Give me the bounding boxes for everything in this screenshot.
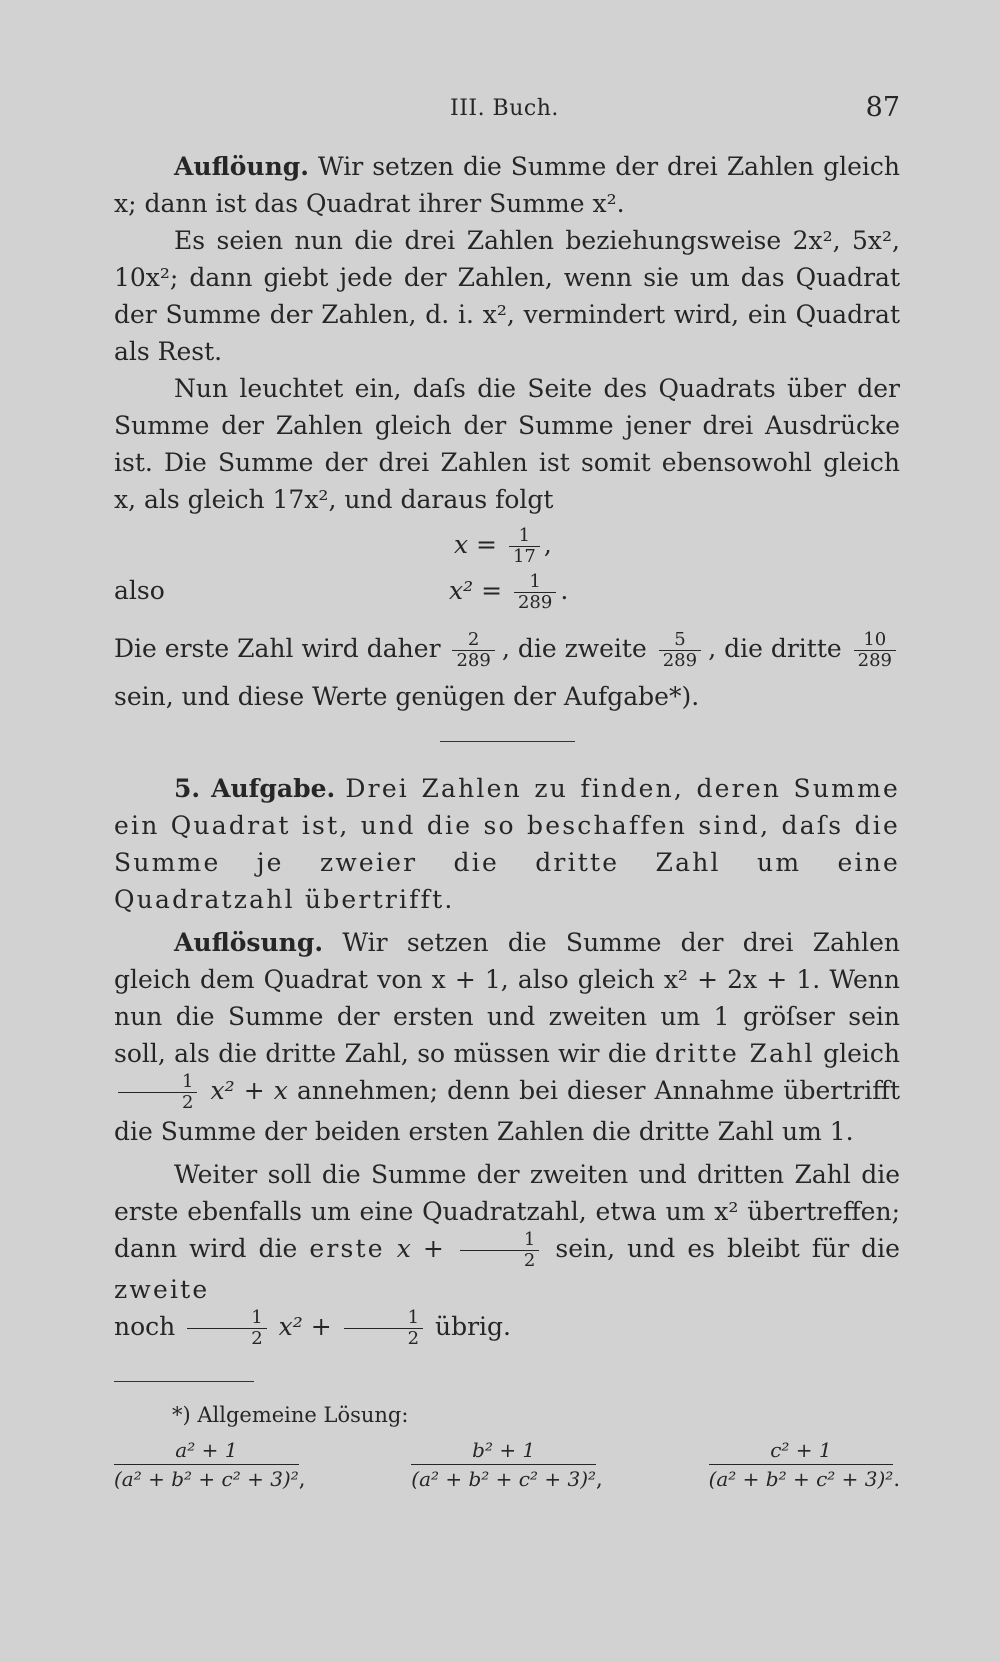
fraction-numerator: 1 <box>509 526 540 547</box>
fraction-numerator: 5 <box>659 630 701 651</box>
equation-x2-lhs: x² = <box>449 576 503 605</box>
fraction-1-289 <box>514 572 556 613</box>
footnote-punct: , <box>298 1467 306 1491</box>
weiter-noch: noch <box>114 1312 176 1341</box>
solution-5-expr: x² + x <box>210 1076 288 1105</box>
fraction-numerator: 10 <box>854 630 896 651</box>
solution-5 <box>114 924 900 1150</box>
fraction-denominator: 2 <box>182 1092 194 1113</box>
fraction-denominator: (a² + b² + c² + 3)² <box>708 1467 894 1491</box>
fraction-denominator: (a² + b² + c² + 3)² <box>411 1467 597 1491</box>
fraction-numerator: 2 <box>452 630 494 651</box>
weiter-expr-2: x² + <box>278 1312 332 1341</box>
solution-label: Auflöung. <box>174 152 309 181</box>
footnote-fraction-a <box>114 1436 305 1494</box>
fraction-denominator: 2 <box>407 1328 420 1349</box>
equation-x2-punct: . <box>560 576 569 605</box>
section-divider <box>440 741 575 742</box>
answer-conclusion: sein, und diese Werte genügen der Aufgabe*). <box>114 682 700 711</box>
paragraph-weiter <box>114 1156 900 1349</box>
fraction-denominator: 289 <box>662 649 698 671</box>
fraction-numerator: 1 <box>187 1308 266 1329</box>
fraction-denominator: 17 <box>512 546 536 567</box>
solution-text: Wir setzen die Summe der drei Zahlen gleich x; dann ist das Quadrat ihrer Summe x². <box>114 152 900 218</box>
paragraph-solution <box>114 148 900 222</box>
also-word: also <box>114 576 165 605</box>
equation-x-lhs: x = <box>454 530 497 559</box>
task-5 <box>114 770 900 918</box>
paragraph-reasoning: Nun leuchtet ein, daſs die Seite des Quadrats über der Summe der Zahlen gleich der Summe jener drei Ausdrücke ist. Die Summe der drei Zahlen ist somit ebensowohl gleich x, als gleich 17x², und daraus folgt <box>114 374 900 514</box>
solution-5-label: Auflösung. <box>174 928 324 957</box>
weiter-text: Weiter soll die Summe der zweiten und dritten Zahl die erste ebenfalls um eine Quadratzahl, etwa um x² übertreffen; dann wird die <box>114 1160 900 1263</box>
fraction-2-289 <box>452 630 494 671</box>
fraction-denominator: 2 <box>251 1328 263 1349</box>
fraction-10-289 <box>854 630 896 671</box>
fraction-numerator: 1 <box>344 1308 423 1329</box>
weiter-spaced-2: zweite <box>114 1275 210 1304</box>
paragraph-numbers: Es seien nun die drei Zahlen beziehungsweise 2x², 5x², 10x²; dann giebt jede der Zahlen, wenn sie um das Quadrat der Summe der Zahlen, d. i. x², vermindert wird, ein Quadrat als Rest. <box>114 226 900 366</box>
answer-line <box>114 622 900 678</box>
fraction-1-2-d <box>344 1308 423 1349</box>
answer-first-text: Die erste Zahl wird daher <box>114 633 441 663</box>
fraction-5-289 <box>659 630 701 671</box>
fraction-1-17 <box>509 526 540 567</box>
fraction-numerator: a² + 1 <box>114 1436 299 1465</box>
footnote-fraction-b <box>411 1436 602 1494</box>
fraction-denominator: 289 <box>857 649 892 671</box>
solution-5-spaced: dritte Zahl <box>654 1039 815 1068</box>
weiter-mid: sein, und es bleibt für die <box>555 1234 900 1263</box>
solution-5-text2: annehmen; denn bei dieser Annahme übertrifft die Summe der beiden ersten Zahlen die dritte Zahl um 1. <box>114 1076 901 1146</box>
task-5-text: Drei Zahlen zu finden, deren Summe ein Quadrat ist, und die so beschaffen sind, daſs die Summe je zweier die dritte Zahl um eine Quadratzahl übertrifft. <box>114 774 900 914</box>
fraction-1-2 <box>118 1072 197 1113</box>
fraction-numerator: 1 <box>118 1072 197 1093</box>
solution-5-after: gleich <box>823 1039 900 1068</box>
footnote-punct: . <box>893 1467 900 1491</box>
answer-third-text: , die dritte <box>708 633 842 663</box>
footnote-fraction-c <box>709 1436 900 1494</box>
weiter-spaced-1: erste <box>309 1234 385 1263</box>
fraction-denominator: 289 <box>456 649 491 671</box>
footnote-formulas <box>114 1436 900 1494</box>
equation-x <box>114 518 900 572</box>
solution-5-text: Wir setzen die Summe der drei Zahlen gleich dem Quadrat von x + 1, also gleich x² + 2x + 1. Wenn nun die Summe der ersten und zweiten um 1 gröſser sein soll, als die dritte Zahl, so müssen wir die <box>114 928 900 1068</box>
running-head <box>0 92 1000 132</box>
fraction-denominator: 2 <box>523 1250 536 1271</box>
fraction-denominator: 289 <box>517 592 553 613</box>
equation-x-squared <box>114 572 900 622</box>
footnote-punct: , <box>596 1467 603 1491</box>
fraction-1-2-c <box>187 1308 266 1349</box>
fraction-1-2-b <box>460 1230 539 1271</box>
footnote-rule <box>114 1381 254 1382</box>
fraction-numerator: 1 <box>460 1230 539 1251</box>
equation-x-punct: , <box>543 530 552 559</box>
running-head-title: III. Buch. <box>450 96 559 121</box>
footnote <box>114 1400 900 1494</box>
fraction-numerator: 1 <box>514 572 556 593</box>
weiter-end: übrig. <box>435 1312 512 1341</box>
answer-second-text: , die zweite <box>501 633 647 663</box>
footnote-head: *) Allgemeine Lösung: <box>172 1403 409 1427</box>
fraction-denominator: (a² + b² + c² + 3)² <box>114 1467 299 1491</box>
fraction-numerator: b² + 1 <box>411 1436 596 1465</box>
weiter-expr: x + <box>396 1234 444 1263</box>
task-5-label: 5. Aufgabe. <box>174 774 336 803</box>
main-text <box>114 148 900 1494</box>
fraction-numerator: c² + 1 <box>709 1436 894 1465</box>
page-number: 87 <box>865 92 900 123</box>
